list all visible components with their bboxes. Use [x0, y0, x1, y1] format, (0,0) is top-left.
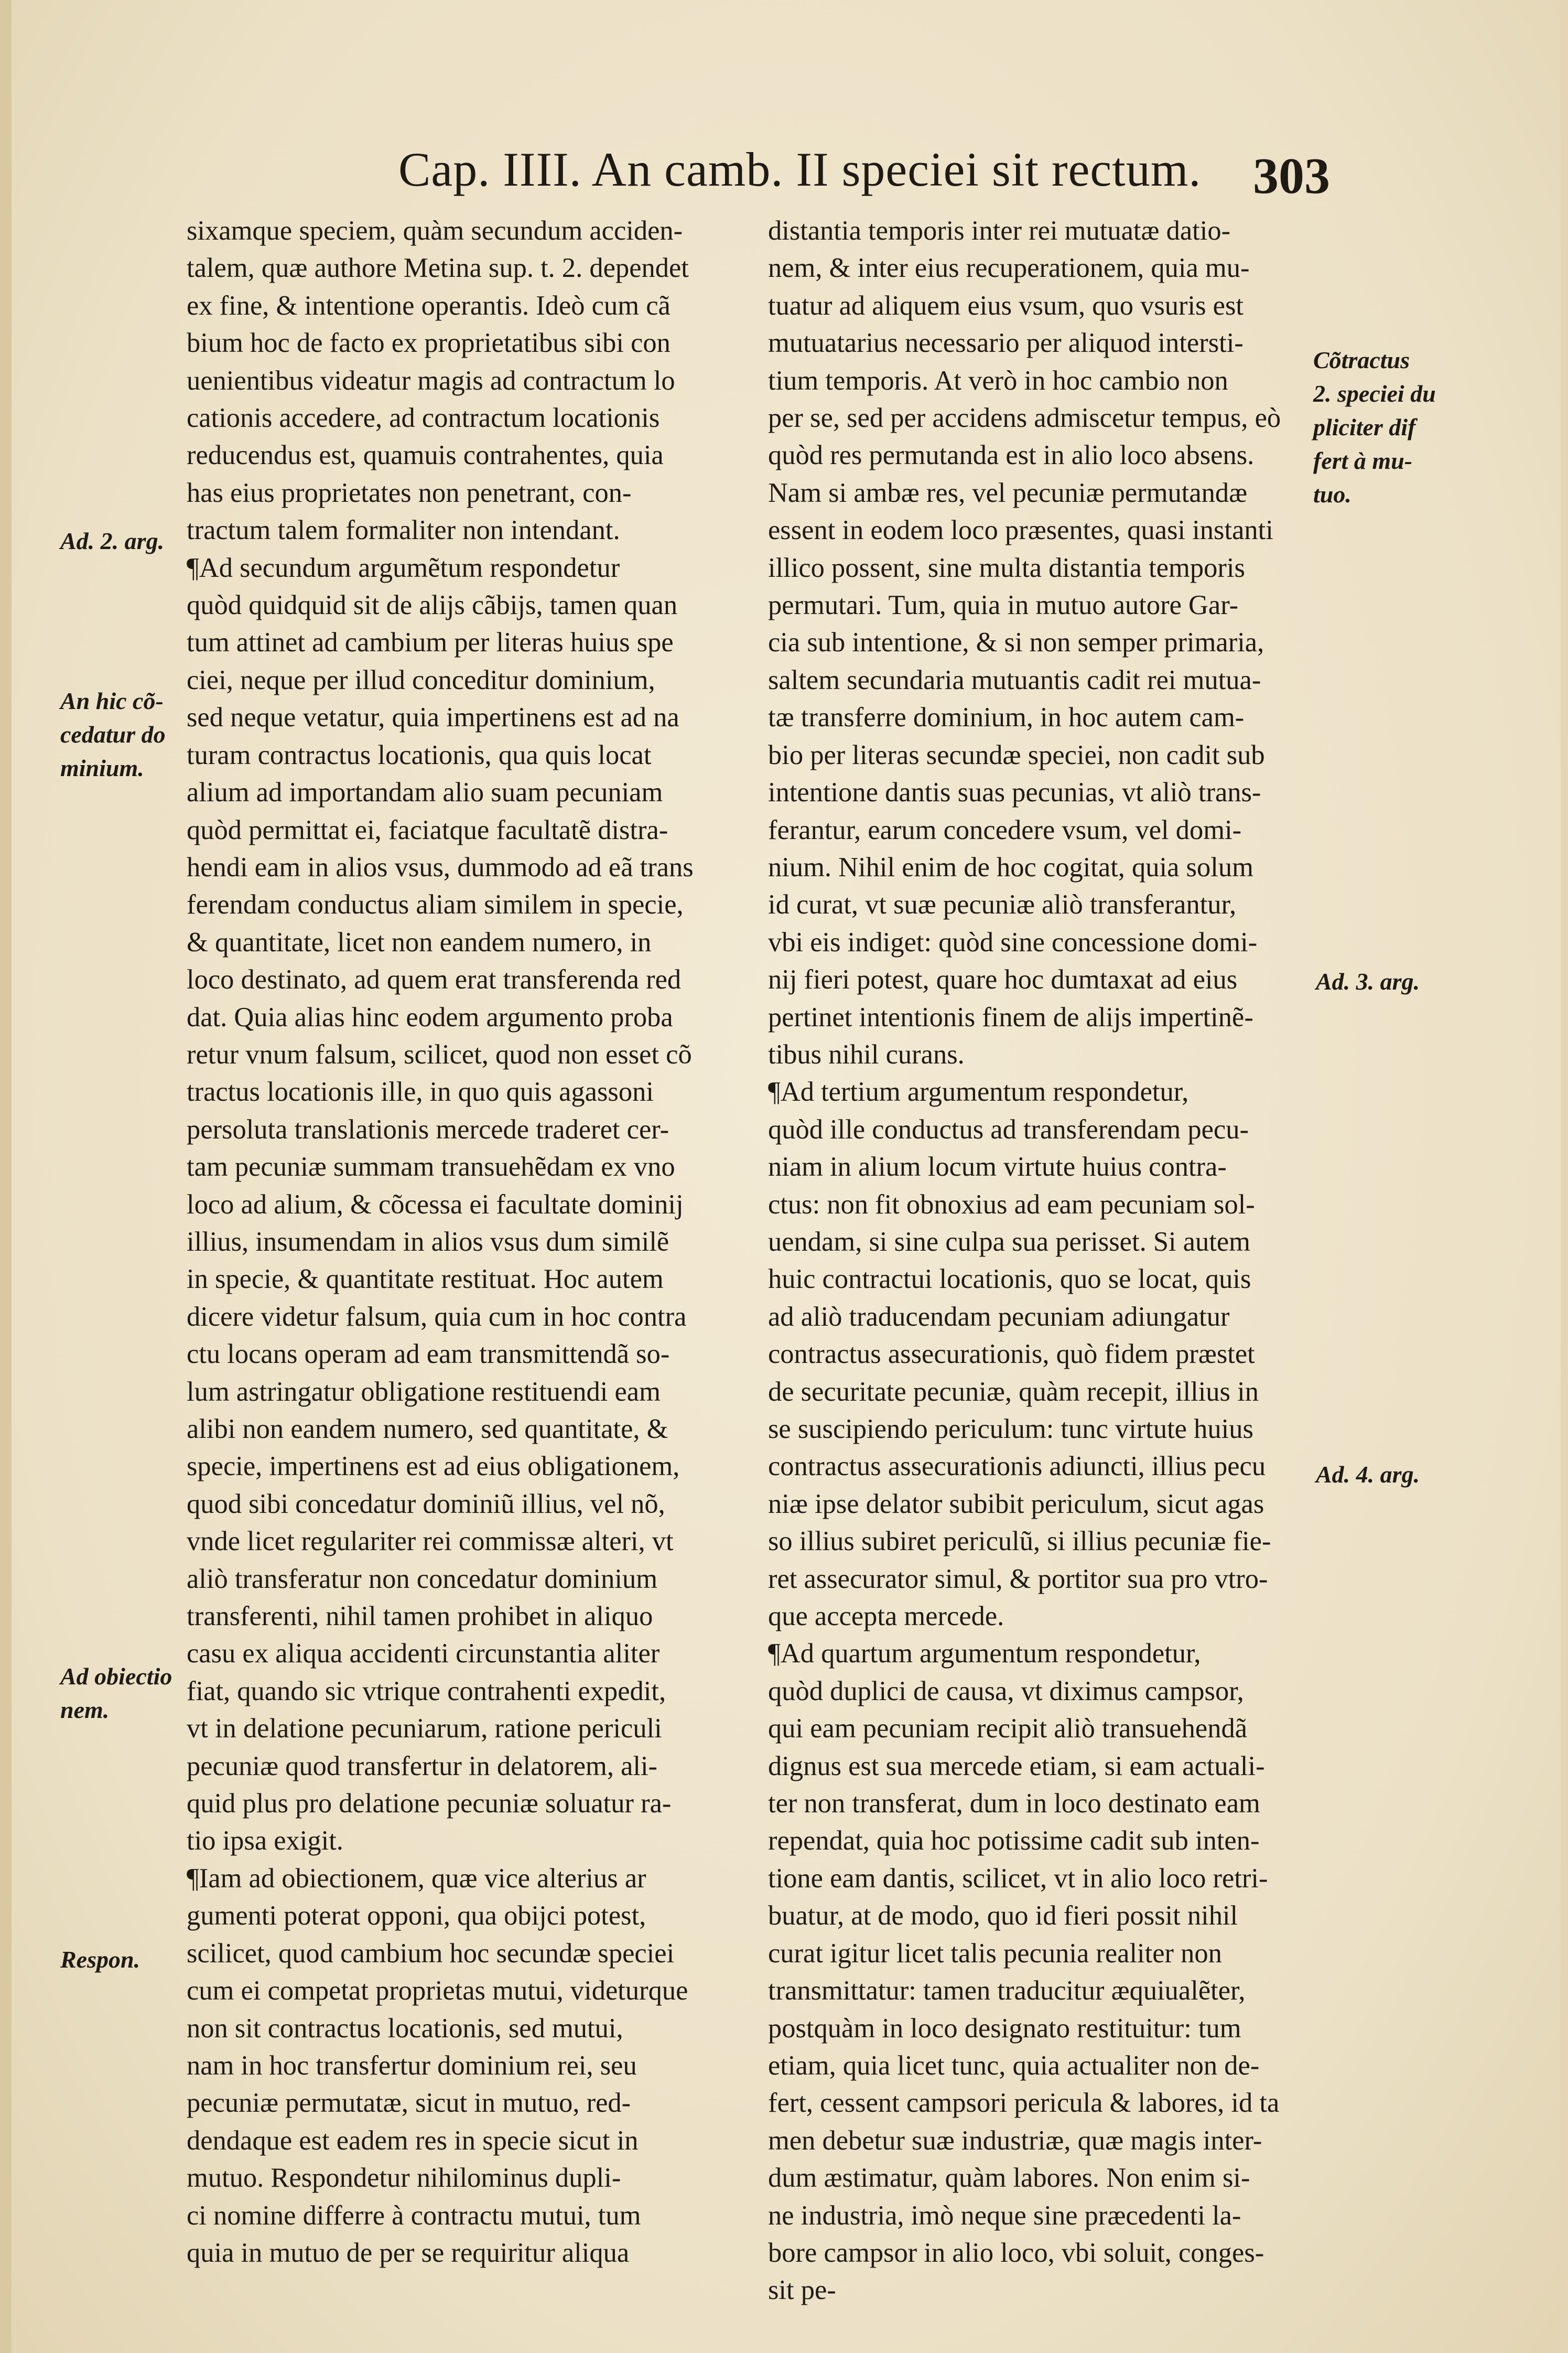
running-title: Cap. IIII. An camb. II speciei sit rectum. [398, 143, 1202, 196]
text-line: pecuniæ quod transfertur in delatorem, ali- [187, 1750, 658, 1781]
text-line: tio ipsa exigit. [187, 1825, 343, 1856]
margin-note-ad2: Ad. 2. arg. [60, 528, 165, 554]
text-line: permutari. Tum, quia in mutuo autore Gar- [768, 590, 1239, 621]
text-line: tium temporis. At verò in hoc cambio non [768, 365, 1228, 396]
margin-note-respon: Respon. [60, 1946, 140, 1973]
text-line: quòd ille conductus ad transferendam pecu- [768, 1114, 1249, 1145]
text-line: tractum talem formaliter non intendant. [187, 515, 620, 546]
text-line: aliò transferatur non concedatur dominium [187, 1563, 658, 1594]
margin-note-contractus-line5: tuo. [1313, 481, 1351, 508]
margin-note-contractus-line2: 2. speciei du [1313, 380, 1436, 407]
margin-note-adobiectionem-line1: Ad obiectio [60, 1663, 172, 1690]
text-line: uendam, si sine culpa sua perisset. Si autem [768, 1226, 1251, 1257]
text-line: quòd res permutanda est in alio loco absens. [768, 440, 1255, 471]
text-line: dignus est sua mercede etiam, si eam actuali- [768, 1750, 1265, 1781]
text-line: rependat, quia hoc potissime cadit sub inten- [768, 1825, 1260, 1856]
text-line: que accepta mercede. [768, 1601, 1004, 1632]
margin-note-adobiectionem-line2: nem. [60, 1696, 110, 1723]
text-line: tum attinet ad cambium per literas huius spe [187, 627, 674, 658]
text-line: in specie, & quantitate restituat. Hoc autem [187, 1264, 664, 1295]
text-line: ctu locans operam ad eam transmittendã so- [187, 1339, 670, 1370]
text-line: cia sub intentione, & si non semper primaria, [768, 627, 1264, 658]
text-line: mutuo. Respondetur nihilominus dupli- [187, 2163, 621, 2194]
text-line: tibus nihil curans. [768, 1039, 965, 1070]
text-line: id curat, vt suæ pecuniæ aliò transferantur, [768, 889, 1237, 920]
text-line: retur vnum falsum, scilicet, quod non esset cõ [187, 1039, 692, 1070]
text-line: de securitate pecuniæ, quàm recepit, illius in [768, 1376, 1259, 1407]
text-line: has eius proprietates non penetrant, con- [187, 477, 632, 508]
text-line: dat. Quia alias hinc eodem argumento proba [187, 1002, 673, 1033]
margin-note-anhic-line3: minium. [60, 755, 144, 781]
text-line: alibi non eandem numero, sed quantitate, & [187, 1414, 668, 1444]
text-line: so illius subiret periculũ, si illius pecuniæ fie- [768, 1526, 1271, 1557]
text-line: transferenti, nihil tamen prohibet in aliquo [187, 1601, 653, 1632]
text-line: nam in hoc transfertur dominium rei, seu [187, 2050, 637, 2081]
text-line: quod sibi concedatur dominiũ illius, vel nõ, [187, 1488, 665, 1519]
text-line: bium hoc de facto ex proprietatibus sibi con [187, 328, 671, 359]
margin-note-contractus-line3: pliciter dif [1313, 414, 1416, 440]
text-line: ex fine, & intentione operantis. Ideò cum cã [187, 290, 671, 321]
text-line: tam pecuniæ summam transuehẽdam ex vno [187, 1152, 675, 1183]
text-line: talem, quæ authore Metina sup. t. 2. dependet [187, 253, 689, 284]
text-line: ad aliò traducendam pecuniam adiungatur [768, 1301, 1230, 1332]
text-line: dum æstimatur, quàm labores. Non enim si- [768, 2163, 1250, 2194]
text-line: ¶Ad tertium argumentum respondetur, [768, 1077, 1189, 1108]
page-number: 303 [1253, 148, 1330, 205]
text-line: fert, cessent campsori pericula & labores, id ta [768, 2088, 1280, 2119]
text-line: vnde licet regulariter rei commissæ alteri, vt [187, 1526, 674, 1557]
text-line: transmittatur: tamen traducitur æquiualẽter, [768, 1975, 1246, 2006]
text-line: ctus: non fit obnoxius ad eam pecuniam sol- [768, 1189, 1255, 1220]
margin-note-contractus-line4: fert à mu- [1313, 447, 1413, 474]
text-line: per se, sed per accidens admiscetur tempus, eò [768, 403, 1281, 434]
text-line: nem, & inter eius recuperationem, quia mu- [768, 253, 1250, 284]
text-line: essent in eodem loco præsentes, quasi instanti [768, 515, 1273, 546]
text-line: pecuniæ permutatæ, sicut in mutuo, red- [187, 2088, 631, 2119]
text-line: contractus assecurationis adiuncti, illius pecu [768, 1451, 1266, 1482]
text-line: mutuatarius necessario per aliquod intersti- [768, 328, 1243, 359]
text-line: vbi eis indiget: quòd sine concessione domi- [768, 927, 1258, 958]
text-line: loco destinato, ad quem erat transferenda red [187, 964, 682, 995]
text-line: ¶Ad quartum argumentum respondetur, [768, 1638, 1201, 1669]
text-line: contractus assecurationis, quò fidem præstet [768, 1339, 1255, 1370]
page-left-edge [0, 0, 12, 2353]
text-line: illius, insumendam in alios vsus dum similẽ [187, 1226, 669, 1257]
text-line: huic contractui locationis, quo se locat, quis [768, 1264, 1251, 1295]
text-line: reducendus est, quamuis contrahentes, quia [187, 440, 664, 471]
text-line: ferendam conductus aliam similem in specie, [187, 889, 684, 920]
text-line: men debetur suæ industriæ, quæ magis inter- [768, 2125, 1262, 2156]
text-line: quòd permittat ei, faciatque facultatẽ distra- [187, 814, 668, 845]
text-line: tuatur ad aliquem eius vsum, quo vsuris est [768, 290, 1243, 321]
text-line: pertinet intentionis finem de alijs impertinẽ- [768, 1002, 1253, 1033]
text-line: niæ ipse delator subibit periculum, sicut agas [768, 1488, 1264, 1519]
text-line: ¶Iam ad obiectionem, quæ vice alterius ar [187, 1863, 646, 1894]
text-line: fiat, quando sic vtrique contrahenti expedit, [187, 1675, 666, 1706]
text-line: ¶Ad secundum argumẽtum respondetur [187, 552, 620, 583]
text-line: ferantur, earum concedere vsum, vel domi- [768, 814, 1242, 845]
text-line: ret assecurator simul, & portitor sua pro vtro- [768, 1563, 1268, 1594]
text-line: specie, impertinens est ad eius obligationem, [187, 1451, 680, 1482]
text-line: tractus locationis ille, in quo quis agassoni [187, 1077, 654, 1108]
margin-note-anhic-line2: cedatur do [60, 721, 166, 748]
text-line: distantia temporis inter rei mutuatæ datio- [768, 216, 1231, 246]
text-line: saltem secundaria mutuantis cadit rei mutua- [768, 664, 1261, 695]
text-line: sixamque speciem, quàm secundum acciden- [187, 216, 683, 246]
text-line: quòd duplici de causa, vt diximus campsor, [768, 1675, 1244, 1706]
text-line: ci nomine differre à contractu mutui, tum [187, 2200, 641, 2231]
text-line: intentione dantis suas pecunias, vt aliò trans- [768, 777, 1261, 808]
text-line: qui eam pecuniam recipit aliò transuehendã [768, 1713, 1248, 1744]
text-line: tæ transferre dominium, in hoc autem cam- [768, 702, 1245, 733]
text-line: tione eam dantis, scilicet, vt in alio loco retri- [768, 1863, 1268, 1894]
left-text-column [187, 212, 732, 2272]
text-line: quòd quidquid sit de alijs cãbijs, tamen quan [187, 590, 678, 621]
text-line: dendaque est eadem res in specie sicut in [187, 2125, 639, 2156]
text-line: cationis accedere, ad contractum locationis [187, 403, 660, 434]
text-line: Nam si ambæ res, vel pecuniæ permutandæ [768, 477, 1248, 508]
text-line: alium ad importandam alio suam pecuniam [187, 777, 663, 808]
text-line: sit pe- [768, 2275, 836, 2306]
text-line: nium. Nihil enim de hoc cogitat, quia solum [768, 852, 1253, 883]
text-line: ter non transferat, dum in loco destinato eam [768, 1788, 1260, 1819]
margin-note-ad4: Ad. 4. arg. [1316, 1461, 1420, 1488]
text-line: persoluta translationis mercede traderet cer- [187, 1114, 669, 1145]
text-line: ne industria, imò neque sine præcedenti la- [768, 2200, 1241, 2231]
text-line: sed neque vetatur, quia impertinens est ad na [187, 702, 679, 733]
text-line: quid plus pro delatione pecuniæ soluatur ra- [187, 1788, 672, 1819]
text-line: niam in alium locum virtute huius contra- [768, 1152, 1227, 1183]
page-right-edge [1561, 0, 1568, 2353]
text-line: non sit contractus locationis, sed mutui, [187, 2013, 623, 2044]
text-line: casu ex aliqua accidenti circunstantia aliter [187, 1638, 660, 1669]
text-line: scilicet, quod cambium hoc secundæ speciei [187, 1938, 675, 1969]
text-line: dicere videtur falsum, quia cum in hoc contra [187, 1301, 687, 1332]
text-line: loco ad alium, & cõcessa ei facultate dominij [187, 1189, 684, 1220]
margin-note-ad3: Ad. 3. arg. [1316, 968, 1420, 995]
right-text-column [768, 212, 1313, 2309]
text-line: nij fieri potest, quare hoc dumtaxat ad eius [768, 964, 1238, 995]
text-line: hendi eam in alios vsus, dummodo ad eã trans [187, 852, 694, 883]
text-line: gumenti poterat opponi, qua obijci potest, [187, 1900, 646, 1931]
text-line: buatur, at de modo, quo id fieri possit nihil [768, 1900, 1238, 1931]
margin-note-contractus-line1: Cõtractus [1313, 347, 1410, 373]
text-line: bore campsor in alio loco, vbi soluit, conges- [768, 2237, 1264, 2268]
text-line: bio per literas secundæ speciei, non cadit sub [768, 739, 1265, 770]
text-line: vt in delatione pecuniarum, ratione periculi [187, 1713, 662, 1744]
text-line: uenientibus videatur magis ad contractum lo [187, 365, 675, 396]
text-line: ciei, neque per illud conceditur dominium, [187, 664, 655, 695]
text-line: etiam, quia licet tunc, quia actualiter non de- [768, 2050, 1260, 2081]
text-line: postquàm in loco designato restituitur: tum [768, 2013, 1241, 2044]
text-line: illico possent, sine multa distantia temporis [768, 552, 1245, 583]
text-line: lum astringatur obligatione restituendi eam [187, 1376, 661, 1407]
text-line: quia in mutuo de per se requiritur aliqua [187, 2237, 630, 2268]
text-line: curat igitur licet talis pecunia realiter non [768, 1938, 1222, 1969]
text-line: se suscipiendo periculum: tunc virtute huius [768, 1414, 1253, 1444]
text-line: cum ei competat proprietas mutui, videturque [187, 1975, 688, 2006]
text-line: turam contractus locationis, qua quis locat [187, 739, 652, 770]
text-line: & quantitate, licet non eandem numero, in [187, 927, 652, 958]
margin-note-anhic-line1: An hic cõ- [60, 687, 164, 714]
